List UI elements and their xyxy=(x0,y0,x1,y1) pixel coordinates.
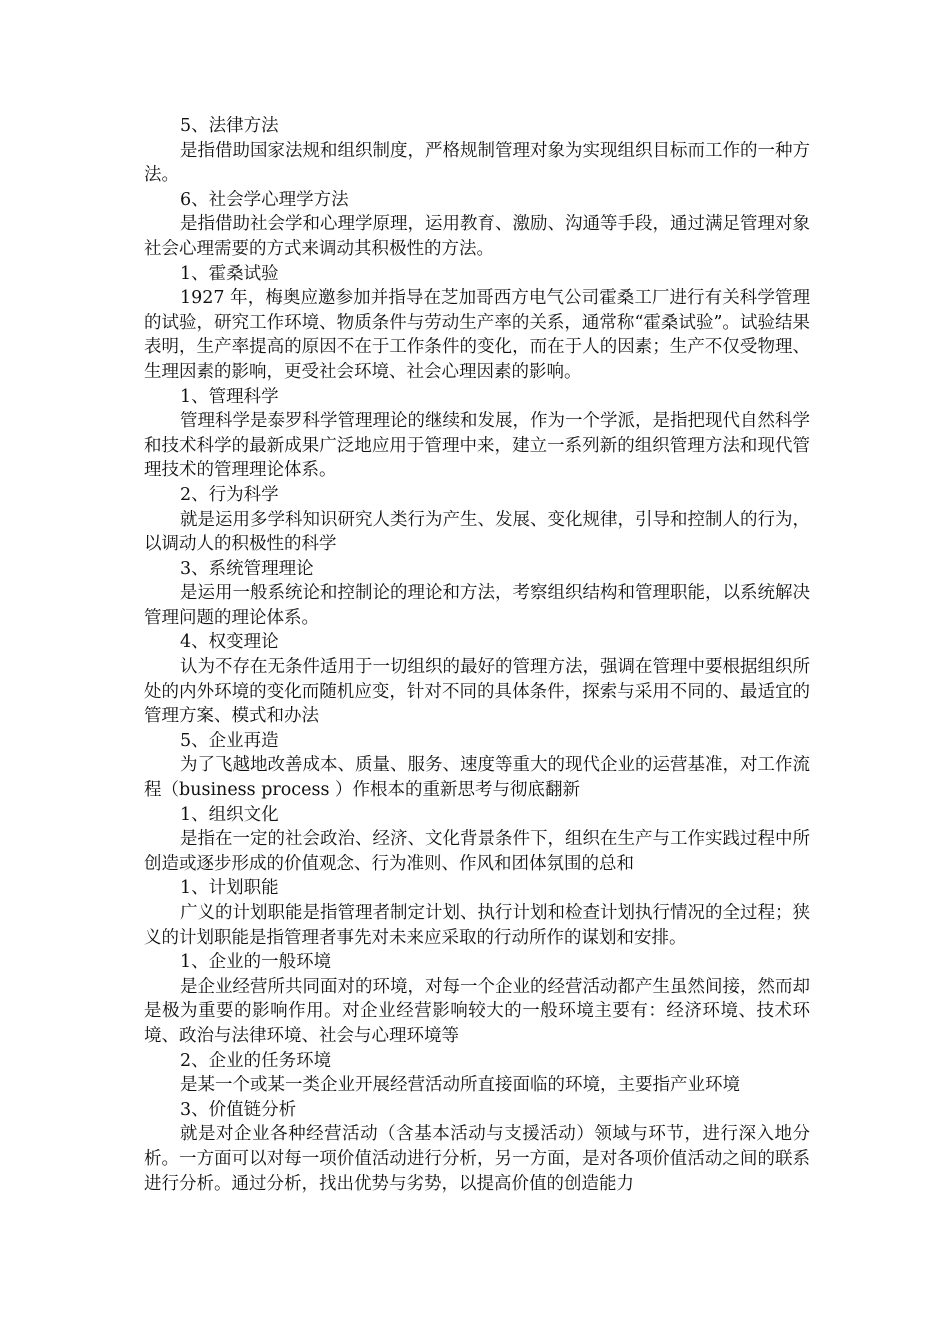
section-heading: 3、价值链分析 xyxy=(180,1099,297,1120)
section-heading: 6、社会学心理学方法 xyxy=(180,189,349,210)
section-heading: 5、企业再造 xyxy=(180,730,279,751)
section-body: 就是对企业各种经营活动（含基本活动与支援活动）领域与环节，进行深入地分析。一方面可以对每一项价值活动进行分析，另一方面，是对各项价值活动之间的联系进行分析。通过分析，找出优势与劣势，以提高价值的创造能力 xyxy=(144,1124,810,1194)
section-body: 是指在一定的社会政治、经济、文化背景条件下，组织在生产与工作实践过程中所创造或逐步形成的价值观念、行为准则、作风和团体氛围的总和 xyxy=(144,829,810,874)
section-heading: 5、法律方法 xyxy=(180,116,279,136)
section-heading: 3、系统管理理论 xyxy=(180,558,314,579)
section-heading: 2、企业的任务环境 xyxy=(180,1050,332,1071)
document-page xyxy=(144,114,810,1196)
section-heading: 1、企业的一般环境 xyxy=(180,952,332,973)
section-body: 管理科学是泰罗科学管理理论的继续和发展，作为一个学派，是指把现代自然科学和技术科学的最新成果广泛地应用于管理中来，建立一系列新的组织管理方法和现代管理技术的管理理论体系。 xyxy=(144,411,810,481)
section-body: 是某一个或某一类企业开展经营活动所直接面临的环境，主要指产业环境 xyxy=(180,1075,740,1096)
section-heading: 4、权变理论 xyxy=(180,632,279,653)
section-heading: 1、组织文化 xyxy=(180,804,279,825)
section-body: 是指借助国家法规和组织制度，严格规制管理对象为实现组织目标而工作的一种方法。 xyxy=(144,140,810,186)
section-heading: 1、计划职能 xyxy=(180,878,279,899)
section-body: 广义的计划职能是指管理者制定计划、执行计划和检查计划执行情况的全过程；狭义的计划职能是指管理者事先对未来应采取的行动所作的谋划和安排。 xyxy=(144,903,810,948)
section-heading: 1、管理科学 xyxy=(180,386,279,407)
section-body: 就是运用多学科知识研究人类行为产生、发展、变化规律，引导和控制人的行为，以调动人的积极性的科学 xyxy=(144,509,810,555)
section-body: 是指借助社会学和心理学原理，运用教育、激励、沟通等手段，通过满足管理对象社会心理需要的方式来调动其积极性的方法。 xyxy=(144,214,810,259)
section-body: 是企业经营所共同面对的环境，对每一个企业的经营活动都产生虽然间接，然而却是极为重要的影响作用。对企业经营影响较大的一般环境主要有：经济环境、技术环境、政治与法律环境、社会与心理环境等 xyxy=(144,976,810,1046)
section-heading: 1、霍桑试验 xyxy=(180,263,279,284)
section-heading: 2、行为科学 xyxy=(180,484,279,505)
section-body: 是运用一般系统论和控制论的理论和方法，考察组织结构和管理职能，以系统解决管理问题的理论体系。 xyxy=(144,583,810,628)
section-body: 1927 年，梅奥应邀参加并指导在芝加哥西方电气公司霍桑工厂进行有关科学管理的试验，研究工作环境、物质条件与劳动生产率的关系，通常称“霍桑试验”。试验结果表明，生产率提高的原因不在于工作条件的变化，而在于人的因素；生产不仅受物理、生理因素的影响，更受社会环境、社会心理因素的影响。 xyxy=(144,288,810,382)
section-body: 为了飞越地改善成本、质量、服务、速度等重大的现代企业的运营基准，对工作流程（business process ）作根本的重新思考与彻底翻新 xyxy=(144,755,810,801)
section-body: 认为不存在无条件适用于一切组织的最好的管理方法，强调在管理中要根据组织所处的内外环境的变化而随机应变，针对不同的具体条件，探索与采用不同的、最适宜的管理方案、模式和办法 xyxy=(144,657,810,727)
